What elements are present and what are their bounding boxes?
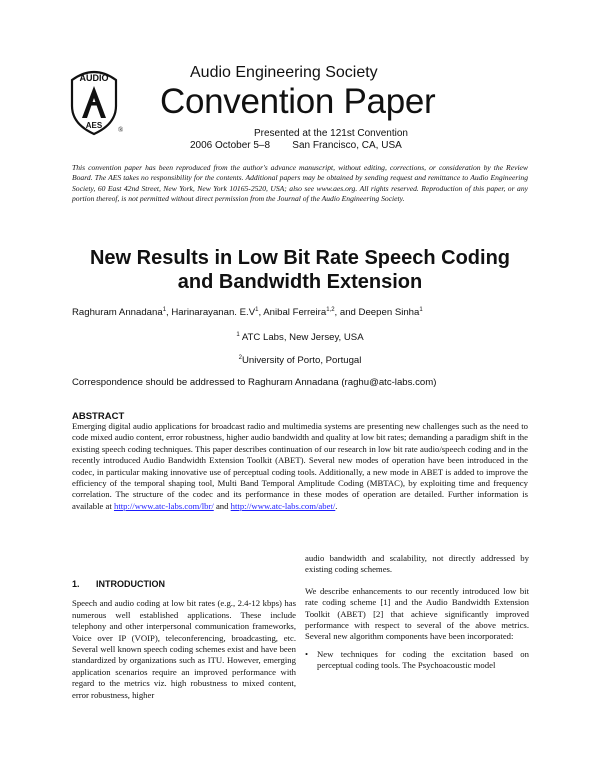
author-affiliation-mark: 1 bbox=[419, 306, 423, 313]
author: Harinarayanan. E.V bbox=[171, 307, 256, 318]
section-heading bbox=[72, 579, 296, 590]
author-affiliation-mark: 1,2 bbox=[326, 306, 335, 313]
convention-place: San Francisco, CA, USA bbox=[292, 140, 402, 151]
right-column bbox=[305, 553, 529, 672]
abstract-and: and bbox=[213, 500, 231, 511]
title-line-2: and Bandwidth Extension bbox=[177, 271, 423, 293]
affiliation-text: ATC Labs, New Jersey, USA bbox=[241, 332, 364, 343]
intro-paragraph-1: Speech and audio coding at low bit rates (e.g., 2.4-12 kbps) has numerous well established applications. These include telephony and other interpersonal communication frameworks, Voice over IP (VOIP), teleconferencing, broadcasting, etc. Several well known speech coding schemes exist and have been standardized by organizations such as ITU. However, emerging application scenarios require an improved performance with regard to the metrics viz. high robustness to mixed content, error robustness, higher bbox=[72, 598, 296, 700]
society-name: Audio Engineering Society bbox=[190, 64, 378, 81]
correspondence: Correspondence should be addressed to Raghuram Annadana (raghu@atc-labs.com) bbox=[72, 377, 437, 388]
author: Deepen Sinha bbox=[358, 307, 420, 318]
section-title: INTRODUCTION bbox=[96, 579, 165, 589]
convention-date-place bbox=[190, 140, 402, 151]
lbr-link[interactable]: http://www.atc-labs.com/lbr/ bbox=[113, 500, 214, 511]
abstract-heading: ABSTRACT bbox=[72, 411, 125, 422]
aes-logo bbox=[68, 66, 124, 136]
author-separator: , bbox=[258, 307, 264, 318]
abstract-body bbox=[72, 421, 528, 512]
affiliation-text: University of Porto, Portugal bbox=[241, 355, 362, 366]
section-number: 1. bbox=[72, 579, 80, 589]
list-item bbox=[305, 649, 529, 672]
author-list bbox=[72, 307, 423, 318]
svg-text:AES: AES bbox=[85, 121, 103, 130]
left-column bbox=[72, 579, 296, 701]
intro-paragraph-1-continued: audio bandwidth and scalability, not directly addressed by existing coding schemes. bbox=[305, 553, 529, 575]
svg-text:AUDIO: AUDIO bbox=[79, 73, 109, 83]
author-separator: , bbox=[166, 307, 172, 318]
convention-date: 2006 October 5–8 bbox=[190, 140, 271, 151]
affiliation-1 bbox=[0, 332, 600, 343]
author: Raghuram Annadana bbox=[72, 307, 163, 318]
author: Anibal Ferreira bbox=[263, 307, 327, 318]
bullet-icon: • bbox=[305, 648, 309, 659]
affiliation-mark: 2 bbox=[238, 354, 242, 361]
paper-type: Convention Paper bbox=[160, 82, 436, 121]
list-item-text: New techniques for coding the excitation based on perceptual coding tools. The Psychoacoustic model bbox=[317, 648, 529, 671]
title-line-1: New Results in Low Bit Rate Speech Coding bbox=[89, 247, 511, 269]
author-affiliation-mark: 1 bbox=[162, 306, 167, 313]
author-affiliation-mark: 1 bbox=[255, 306, 259, 313]
paper-title bbox=[60, 246, 540, 294]
abstract-text: Emerging digital audio applications for broadcast radio and multimedia systems are presenting new challenges such as the need to code mixed audio content, error robustness, higher audio bandwidth and quality at low bit rates; demanding a paradigm shift in the existing speech coding techniques. This paper describes continuation of our research in low bit rate audio/speech coding and in the recently introduced Audio Bandwidth Extension Toolkit (ABET). Several new modes of operation have been introduced in the codec, in particular making innovative use of perceptual coding tools. Additionally, a new mode in ABET is added to improve the efficiency of the temporal shaping tool, Multi Band Temporal Amplitude Coding (MBTAC), by exploiting time and frequency correlation. The structure of the codec and its performance in these modes of operation are detailed. Further information is available at bbox=[72, 421, 528, 511]
abet-link[interactable]: http://www.atc-labs.com/abet/ bbox=[230, 500, 336, 511]
presented-at: Presented at the 121st Convention bbox=[254, 128, 408, 139]
abstract-end: . bbox=[335, 500, 338, 511]
author-separator: , and bbox=[334, 307, 359, 318]
intro-paragraph-2: We describe enhancements to our recently introduced low bit rate coding scheme [1] and the Audio Bandwidth Extension Toolkit (ABET) [2] that achieve significantly improved performance with respect to several of the above metrics. Several new algorithm components have been incorporated: bbox=[305, 585, 529, 642]
affiliation-2 bbox=[0, 355, 600, 366]
affiliation-mark: 1 bbox=[236, 331, 240, 338]
disclaimer: This convention paper has been reproduced from the author's advance manuscript, without editing, corrections, or consideration by the Review Board. The AES takes no responsibility for the contents. Additional papers may be obtained by sending request and remittance to Audio Engineering Society, 60 East 42nd Street, New York, New York 10165-2520, USA; also see www.aes.org. All rights reserved. Reproduction of this paper, or any portion thereof, is not permitted without direct permission from the Journal of the Audio Engineering Society. bbox=[72, 163, 528, 203]
registered-mark: ® bbox=[118, 126, 124, 134]
